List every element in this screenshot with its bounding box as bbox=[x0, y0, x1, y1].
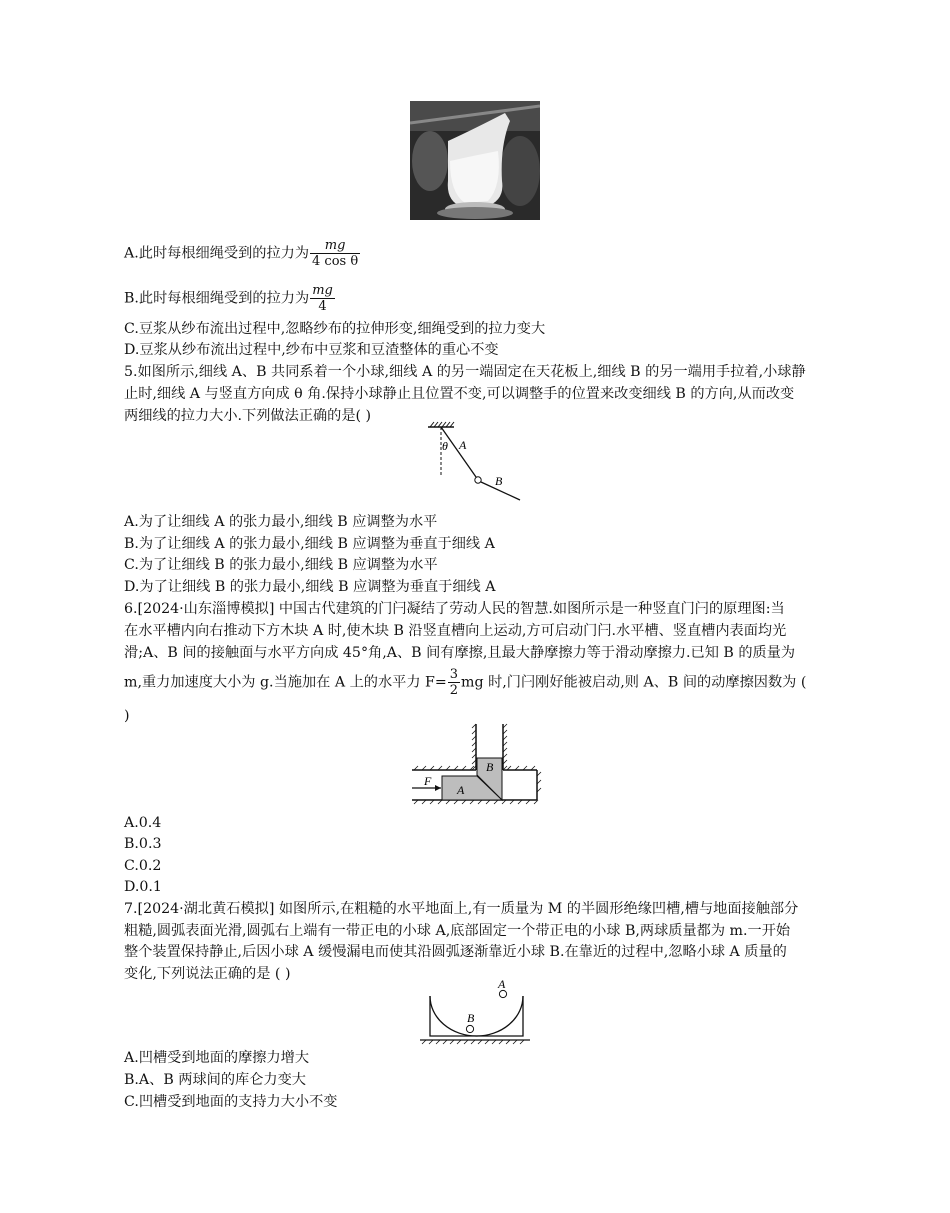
q5-option-a: A.为了让细线 A 的张力最小,细线 B 应调整为水平 bbox=[124, 514, 438, 530]
block-a-label: A bbox=[457, 783, 465, 797]
q7-option-b: B.A、B 两球间的库仑力变大 bbox=[124, 1072, 306, 1088]
q7-option-a: A.凹槽受到地面的摩擦力增大 bbox=[124, 1050, 310, 1066]
q6-option-b: B.0.3 bbox=[124, 836, 162, 852]
q7-figure bbox=[418, 978, 532, 1048]
q7-stem-line4: 变化,下列说法正确的是 ( ) bbox=[124, 966, 291, 982]
q7-option-c: C.凹槽受到地面的支持力大小不变 bbox=[124, 1094, 338, 1110]
q6-option-d: D.0.1 bbox=[124, 879, 162, 895]
q6-figure bbox=[410, 722, 542, 806]
q5-option-c: C.为了让细线 B 的张力最小,细线 B 应调整为水平 bbox=[124, 557, 438, 573]
fraction: $\frac{3}{2}$ bbox=[449, 667, 459, 698]
q6-stem-line4: m,重力加速度大小为 g.当施加在 A 上的水平力 F= $\frac{3}{2}$ mg 时,门闩刚好能被启动,则 A、B 间的动摩擦因数为 ( bbox=[124, 667, 807, 698]
q4-option-c: C.豆浆从纱布流出过程中,忽略纱布的拉伸形变,细绳受到的拉力变大 bbox=[124, 321, 546, 337]
block-b-label: B bbox=[486, 760, 494, 774]
q5-stem-line3: 两细线的拉力大小.下列做法正确的是( ) bbox=[124, 408, 372, 424]
line-a-label: A bbox=[459, 438, 467, 452]
ball-a-label: A bbox=[498, 978, 506, 991]
q6-option-a: A.0.4 bbox=[124, 815, 162, 831]
q5-option-b: B.为了让细线 A 的张力最小,细线 B 应调整为垂直于细线 A bbox=[124, 536, 495, 552]
theta-label: θ bbox=[442, 439, 448, 453]
line-b-label: B bbox=[495, 474, 503, 488]
q7-stem-line2: 粗糙,圆弧表面光滑,圆弧右上端有一带正电的小球 A,底部固定一个带正电的小球 B,两球质量都为 m.一开始 bbox=[124, 923, 791, 939]
q5-figure bbox=[424, 420, 524, 504]
force-f-label: F bbox=[424, 774, 432, 788]
q6-stem-line2: 在水平槽内向右推动下方木块 A 时,使木块 B 沿竖直槽向上运动,方可启动门闩.水平槽、竖直槽内表面均光 bbox=[124, 623, 787, 639]
ball-b-label: B bbox=[467, 1011, 475, 1025]
q4-option-d: D.豆浆从纱布流出过程中,纱布中豆浆和豆渣整体的重心不变 bbox=[124, 342, 499, 358]
q7-stem-line1: 7.[2024·湖北黄石模拟] 如图所示,在粗糙的水平地面上,有一质量为 M 的半圆形绝缘凹槽,槽与地面接触部分 bbox=[124, 901, 799, 917]
q6-option-c: C.0.2 bbox=[124, 858, 162, 874]
q4-option-a: A.此时每根细绳受到的拉力为 $\frac{mg}{\text{4 cos θ}}$ bbox=[124, 238, 359, 269]
q5-option-d: D.为了让细线 B 的张力最小,细线 B 应调整为垂直于细线 A bbox=[124, 579, 496, 595]
soymilk-photo bbox=[410, 101, 540, 220]
q5-stem-line2: 止时,细线 A 与竖直方向成 θ 角.保持小球静止且位置不变,可以调整手的位置来改变细线 B 的方向,从而改变 bbox=[124, 386, 795, 402]
q6-stem-line1: 6.[2024·山东淄博模拟] 中国古代建筑的门闩凝结了劳动人民的智慧.如图所示是一种竖直门闩的原理图:当 bbox=[124, 601, 785, 617]
q7-stem-line3: 整个装置保持静止,后因小球 A 缓慢漏电而使其沿圆弧逐渐靠近小球 B.在靠近的过程中,忽略小球 A 质量的 bbox=[124, 944, 787, 960]
q5-stem-line1: 5.如图所示,细线 A、B 共同系着一个小球,细线 A 的另一端固定在天花板上,细线 B 的另一端用手拉着,小球静 bbox=[124, 364, 806, 380]
fraction: $\frac{mg}{4}$ bbox=[312, 283, 333, 314]
q4-option-b: B.此时每根细绳受到的拉力为 $\frac{mg}{4}$ bbox=[124, 283, 333, 314]
q6-stem-line5: ) bbox=[124, 708, 130, 724]
fraction: $\frac{mg}{\text{4 cos θ}}$ bbox=[312, 238, 359, 269]
q6-stem-line3: 滑;A、B 间的接触面与水平方向成 45°角,A、B 间有摩擦,且最大静摩擦力等于滑动摩擦力.已知 B 的质量为 bbox=[124, 645, 796, 661]
